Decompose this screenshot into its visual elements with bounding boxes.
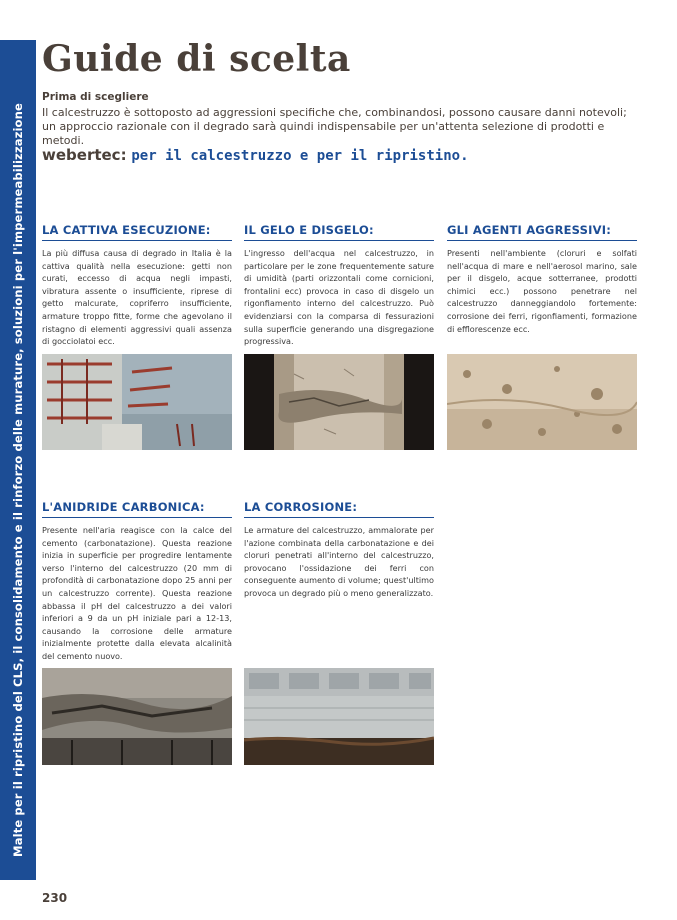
photo-corrosion xyxy=(244,668,434,765)
photo-carbonation xyxy=(42,668,232,765)
section-agenti-aggressivi xyxy=(447,223,637,335)
page-subtitle: Prima di scegliere xyxy=(42,91,149,103)
section-corrosione xyxy=(244,500,434,600)
section-text: Presente nell'aria reagisce con la calce del cemento (carbonatazione). Questa reazione inizia in superficie per progredire lentamente verso l'interno del calcestruzzo (20 mm di profondità di carbonatazione dopo 25 anni per un calcestruzzo corrente). Questa reazione abbassa il pH del calcestruzzo a dei valori inferiori a 9 da un pH iniziale pari a 12-13, causando la corrosione delle armature inizialmente protette dalla elevata alcalinità del cemento nuovo. xyxy=(42,525,232,661)
section-gelo-disgelo xyxy=(244,223,434,348)
intro-paragraph: Il calcestruzzo è sottoposto ad aggressioni specifiche che, combinandosi, possono causare danni notevoli; un approccio razionale con il degrado sarà quindi indispensabile per un'attenta selezione di prodotti e metodi. xyxy=(42,106,627,147)
section-title: IL GELO E DISGELO: xyxy=(244,223,434,241)
tagline xyxy=(42,146,469,164)
section-anidride-carbonica xyxy=(42,500,232,663)
section-title: LA CATTIVA ESECUZIONE: xyxy=(42,223,232,241)
sidebar-band xyxy=(0,40,36,880)
page-title: Guide di scelta xyxy=(42,38,351,80)
section-cattiva-esecuzione xyxy=(42,223,232,348)
page-number: 230 xyxy=(42,891,68,905)
section-title: L'ANIDRIDE CARBONICA: xyxy=(42,500,232,518)
section-title: GLI AGENTI AGGRESSIVI: xyxy=(447,223,637,241)
section-text: L'ingresso dell'acqua nel calcestruzzo, in particolare per le zone frequentemente sature di umidità (parti orizzontali come cornicioni, frontalini ecc) provoca in caso di disgelo un rigonfiamento interno del calcestruzzo. Può evidenziarsi con la comparsa di fessurazioni sulla superficie generando una disgregazione progressiva. xyxy=(244,248,434,347)
photo-frost-column xyxy=(244,354,434,450)
section-text: La più diffusa causa di degrado in Italia è la cattiva qualità nella esecuzione: getti non curati, eccesso di acqua negli impasti, vibratura assente o insufficiente, riprese di getto malcurate, copriferro insufficiente, armature troppo fitte, forme che agevolano il ristagno di elementi aggressivi quali assenza di gocciolatoi ecc. xyxy=(42,248,232,347)
brand-slogan: per il calcestruzzo e per il ripristino. xyxy=(131,148,469,164)
sidebar-title: Malte per il ripristino del CLS, il consolidamento e il rinforzo delle murature, soluzioni per l'impermeabilizzazione xyxy=(11,103,25,857)
section-text: Le armature del calcestruzzo, ammalorate per l'azione combinata della carbonatazione e dei cloruri penetrati all'interno del calcestruzzo, provocano l'ossidazione dei ferri con conseguente aumento di volume; quest'ultimo provoca un degrado più o meno generalizzato. xyxy=(244,525,434,598)
photo-aggressive-agents xyxy=(447,354,637,450)
section-text: Presenti nell'ambiente (cloruri e solfati nell'acqua di mare e nell'aerosol marino, sale per il disgelo, acque sotterranee, prodotti chimici ecc.) possono penetrare nel calcestruzzo danneggiandolo fortemente: corrosione dei ferri, rigonfiamenti, formazione di efflorescenze ecc. xyxy=(447,248,637,334)
brand-name: webertec: xyxy=(42,146,127,164)
section-title: LA CORROSIONE: xyxy=(244,500,434,518)
photo-exposed-rebar xyxy=(42,354,232,450)
